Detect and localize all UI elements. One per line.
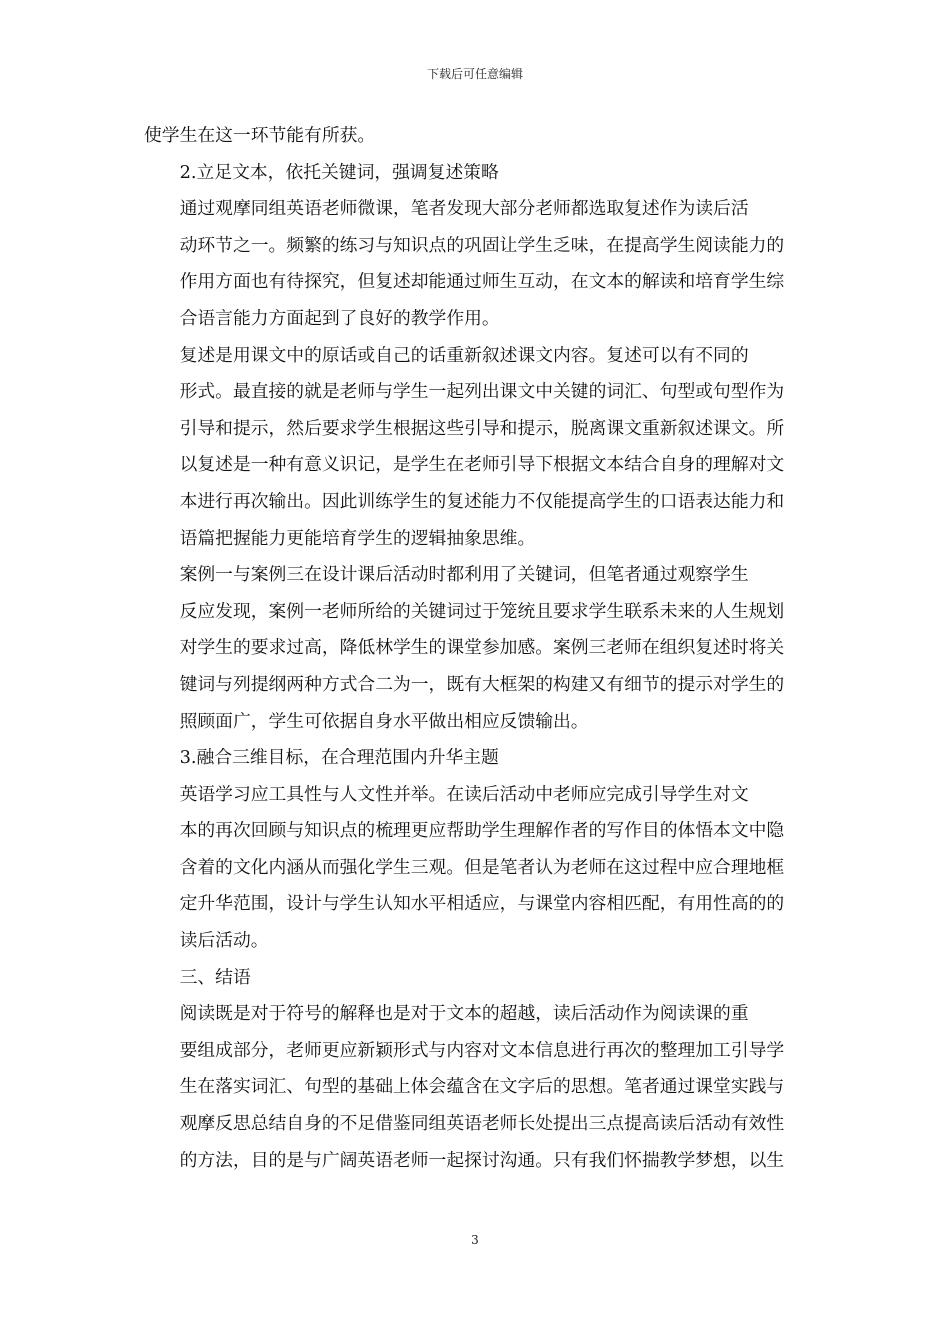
text-line: 观摩反思总结自身的不足借鉴同组英语老师长处提出三点提高读后活动有效性: [179, 1113, 785, 1135]
text-line: 定升华范围，设计与学生认知水平相适应，与课堂内容相匹配，有用性高的的: [179, 893, 785, 915]
text-line: 对学生的要求过高，降低林学生的课堂参加感。案例三老师在组织复述时将关: [179, 637, 785, 659]
paragraph: [144, 191, 808, 337]
text-line: 读后活动。: [179, 930, 269, 952]
text-line: 形式。最直接的就是老师与学生一起列出课文中关键的词汇、句型或句型作为: [179, 381, 785, 403]
page-header: 下载后可任意编辑: [426, 67, 523, 81]
text-line: 照顾面广，学生可依据自身水平做出相应反馈输出。: [179, 710, 589, 732]
text-line: 反应发现，案例一老师所给的关键词过于笼统且要求学生联系未来的人生规划: [179, 600, 785, 622]
paragraph: [144, 777, 808, 960]
text-line: 语篇把握能力更能培育学生的逻辑抽象思维。: [179, 527, 536, 549]
text-line: 生在落实词汇、句型的基础上体会蕴含在文字后的思想。笔者通过课堂实践与: [179, 1076, 785, 1098]
text-line: 作用方面也有待探究，但复述却能通过师生互动，在文本的解读和培育学生综: [179, 271, 785, 293]
section-heading-conclusion: [144, 960, 808, 997]
text-line: 键词与列提纲两种方式合二为一，既有大框架的构建又有细节的提示对学生的: [179, 673, 785, 695]
paragraph: [144, 557, 808, 740]
text-line: 3.融合三维目标，在合理范围内升华主题: [179, 747, 499, 769]
text-line: 要组成部分，老师更应新颖形式与内容对文本信息进行再次的整理加工引导学: [179, 1039, 785, 1061]
section-heading-3: [144, 740, 808, 777]
text-line: 阅读既是对于符号的解释也是对于文本的超越，读后活动作为阅读课的重: [179, 1003, 749, 1025]
text-line: 动环节之一。频繁的练习与知识点的巩固让学生乏味，在提高学生阅读能力的: [179, 234, 785, 256]
text-line: 含着的文化内涵从而强化学生三观。但是笔者认为老师在这过程中应合理地框: [179, 856, 785, 878]
text-line: 英语学习应工具性与人文性并举。在读后活动中老师应完成引导学生对文: [179, 783, 749, 805]
text-line: 案例一与案例三在设计课后活动时都利用了关键词，但笔者通过观察学生: [179, 564, 749, 586]
text-line: 的方法，目的是与广阔英语老师一起探讨沟通。只有我们怀揣教学梦想，以生: [179, 1149, 785, 1171]
text-line: 本进行再次输出。因此训练学生的复述能力不仅能提高学生的口语表达能力和: [179, 490, 785, 512]
text-line: 三、结语: [179, 966, 251, 988]
paragraph: [144, 338, 808, 558]
page-number: 3: [471, 1233, 479, 1247]
text-line: 2.立足文本，依托关键词，强调复述策略: [179, 161, 499, 183]
paragraph-continuation: [144, 118, 808, 155]
document-body: [144, 118, 808, 1179]
text-line: 合语言能力方面起到了良好的教学作用。: [179, 307, 500, 329]
section-heading-2: [144, 155, 808, 192]
text-line: 本的再次回顾与知识点的梳理更应帮助学生理解作者的写作目的体悟本文中隐: [179, 820, 785, 842]
paragraph: [144, 996, 808, 1179]
text-line: 复述是用课文中的原话或自己的话重新叙述课文内容。复述可以有不同的: [179, 344, 749, 366]
text-line: 引导和提示，然后要求学生根据这些引导和提示，脱离课文重新叙述课文。所: [179, 417, 785, 439]
text-line: 通过观摩同组英语老师微课，笔者发现大部分老师都选取复述作为读后活: [179, 198, 749, 220]
text-line: 使学生在这一环节能有所获。: [144, 125, 376, 146]
text-line: 以复述是一种有意义识记，是学生在老师引导下根据文本结合自身的理解对文: [179, 454, 785, 476]
